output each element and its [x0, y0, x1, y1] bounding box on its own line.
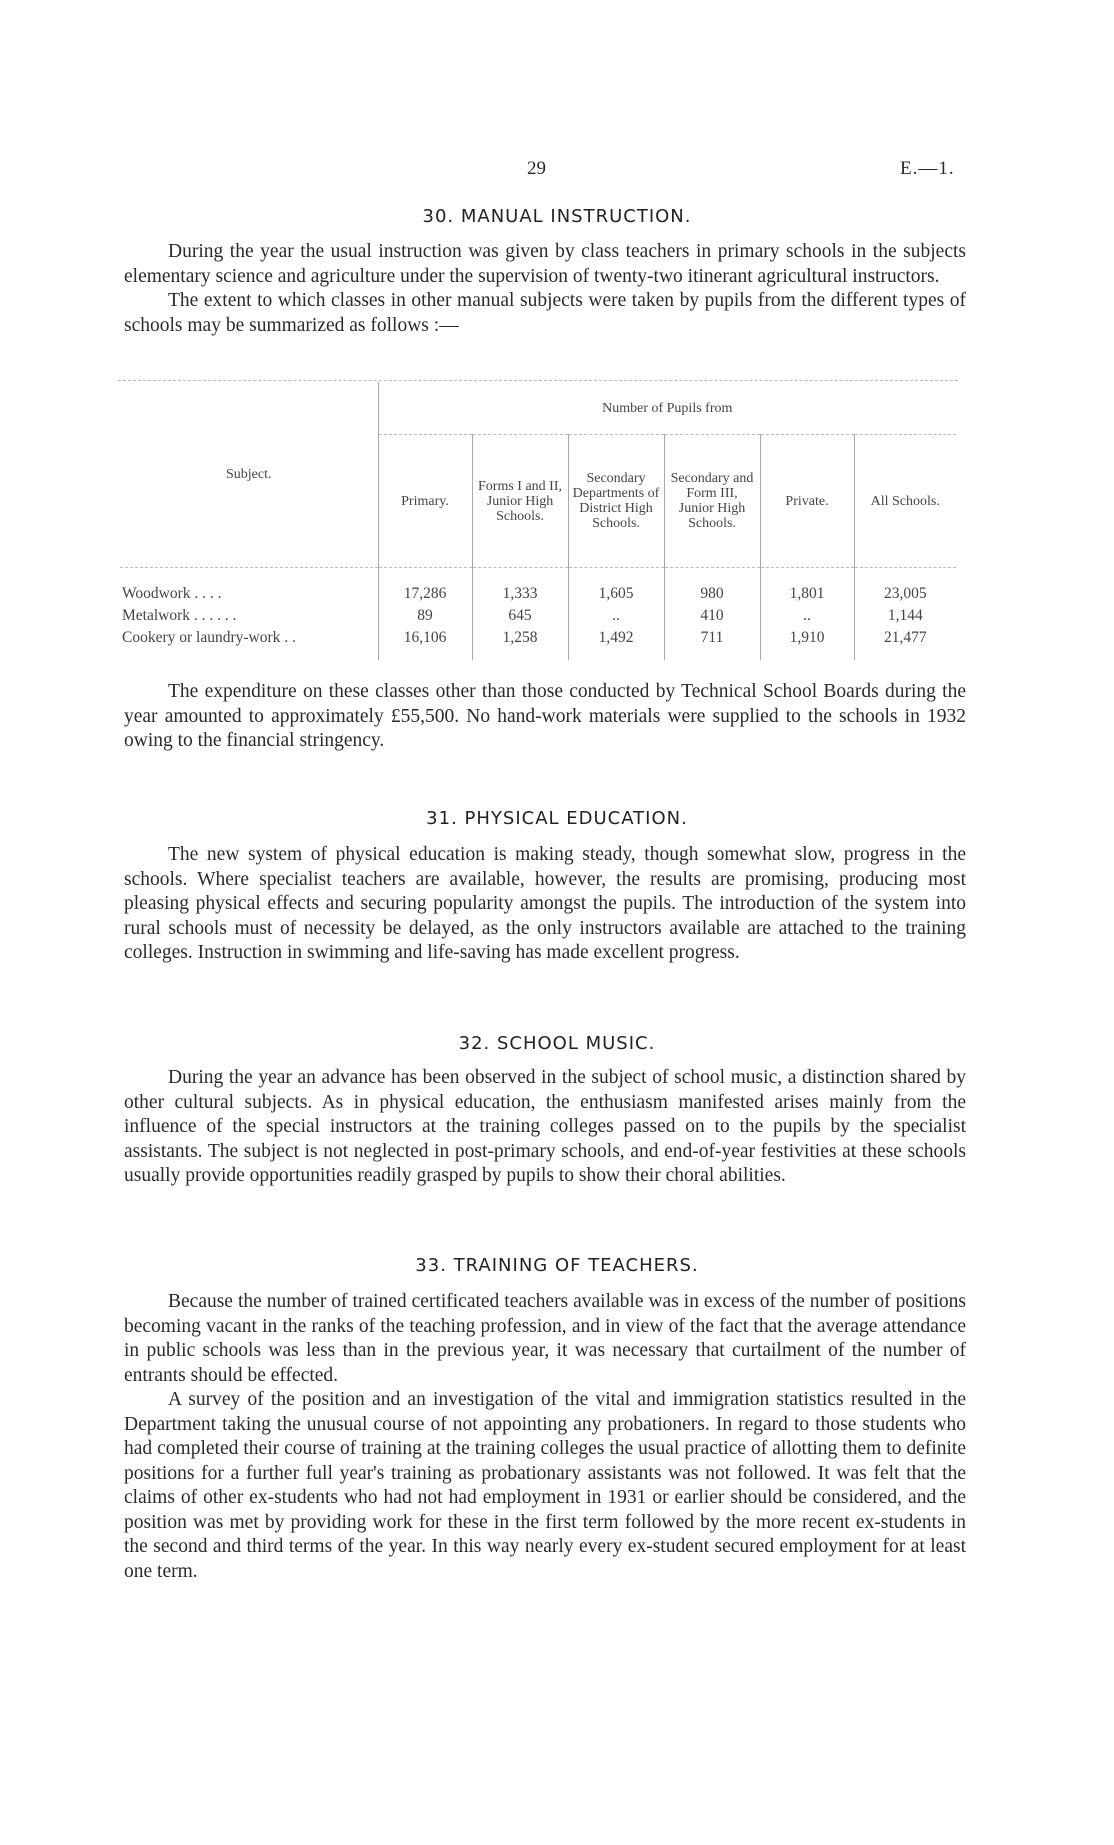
table-cell: 1,333 [472, 568, 568, 606]
table-top-rule [118, 380, 958, 381]
column-header-subject: Subject. [120, 382, 378, 568]
table-cell: 21,477 [854, 627, 956, 660]
table-cell: .. [760, 605, 854, 627]
manual-intro [124, 240, 966, 338]
table-cell: 1,258 [472, 627, 568, 660]
section-title-school-music: 32. SCHOOL MUSIC. [458, 1033, 656, 1054]
manual-subjects-table [120, 382, 956, 660]
paragraph: The new system of physical education is making steady, though somewhat slow, progress in the schools. Where specialist teachers are available, however, the results are promising, producing most pleasing physical effects and securing popularity amongst the pupils. The introduction of the system into rural schools must of necessity be delayed, as the only instructors available are attached to the training colleges. Instruction in swimming and life-saving has made excellent progress. [124, 844, 966, 963]
table-row [120, 568, 956, 606]
table-cell: 1,605 [568, 568, 664, 606]
training-of-teachers-text [124, 1290, 966, 1584]
table-row [120, 627, 956, 660]
column-header-secondary-junior-high: Secondary and Form III, Junior High Schools. [664, 435, 760, 568]
paragraph: The expenditure on these classes other than those conducted by Technical School Boards during the year amounted to approximately £55,500. No hand-work materials were supplied to the schools in 1932 owing to the financial stringency. [124, 681, 966, 751]
table-cell: 1,492 [568, 627, 664, 660]
table-cell: 1,910 [760, 627, 854, 660]
table-cell: .. [568, 605, 664, 627]
table-group-header-row [120, 382, 956, 435]
table-cell: 23,005 [854, 568, 956, 606]
table-row [120, 605, 956, 627]
table-cell: 89 [378, 605, 472, 627]
paragraph: The extent to which classes in other manual subjects were taken by pupils from the different types of schools may be summarized as follows :— [124, 290, 966, 336]
section-title-manual-instruction: 30. MANUAL INSTRUCTION. [422, 206, 692, 227]
page-reference: E.—1. [900, 158, 955, 179]
school-music-text [124, 1066, 966, 1189]
group-header-number-of-pupils: Number of Pupils from [378, 382, 956, 435]
physical-education-text [124, 843, 966, 966]
column-header-primary: Primary. [378, 435, 472, 568]
column-header-forms-junior-high: Forms I and II, Junior High Schools. [472, 435, 568, 568]
table-cell: 711 [664, 627, 760, 660]
section-title-training-of-teachers: 33. TRAINING OF TEACHERS. [415, 1255, 699, 1276]
table-cell: 645 [472, 605, 568, 627]
column-header-private: Private. [760, 435, 854, 568]
table-cell: 16,106 [378, 627, 472, 660]
row-subject: Cookery or laundry-work . . [122, 629, 296, 646]
column-header-all-schools: All Schools. [854, 435, 956, 568]
column-header-district-high: Secondary Departments of District High Schools. [568, 435, 664, 568]
row-subject: Metalwork . . . . . . [122, 607, 237, 624]
paragraph: Because the number of trained certificated teachers available was in excess of the number of positions becoming vacant in the ranks of the teaching profession, and in view of the fact that the average attendance in public schools was less than in the previous year, it was necessary that curtailment of the number of entrants should be effected. [124, 1291, 966, 1386]
table-cell: 980 [664, 568, 760, 606]
page-number: 29 [527, 158, 546, 179]
table-cell: 1,144 [854, 605, 956, 627]
section-title-physical-education: 31. PHYSICAL EDUCATION. [426, 808, 688, 829]
table-cell: 17,286 [378, 568, 472, 606]
paragraph: During the year an advance has been observed in the subject of school music, a distinction shared by other cultural subjects. As in physical education, the enthusiasm manifested arises mainly from the influence of the special instructors at the training colleges passed on to the pupils by the specialist assistants. The subject is not neglected in post-primary schools, and end-of-year festivities at these schools usually provide opportunities readily grasped by pupils to show their choral abilities. [124, 1067, 966, 1186]
row-subject: Woodwork . . . . [122, 585, 222, 602]
table-cell: 410 [664, 605, 760, 627]
paragraph: A survey of the position and an investigation of the vital and immigration statistics resulted in the Department taking the unusual course of not appointing any probationers. In regard to those students who had completed their course of training at the training colleges the usual practice of allotting them to definite positions for a further full year's training as probationary assistants was not followed. It was felt that the claims of other ex-students who had not had employment in 1931 or earlier should be considered, and the position was met by providing work for these in the first term followed by the more recent ex-students in the second and third terms of the year. In this way nearly every ex-student secured employment for at least one term. [124, 1389, 966, 1582]
manual-expenditure [124, 680, 966, 754]
paragraph: During the year the usual instruction was given by class teachers in primary schools in the subjects elementary science and agriculture under the supervision of twenty-two itinerant agricultural instructors. [124, 241, 966, 287]
table-cell: 1,801 [760, 568, 854, 606]
